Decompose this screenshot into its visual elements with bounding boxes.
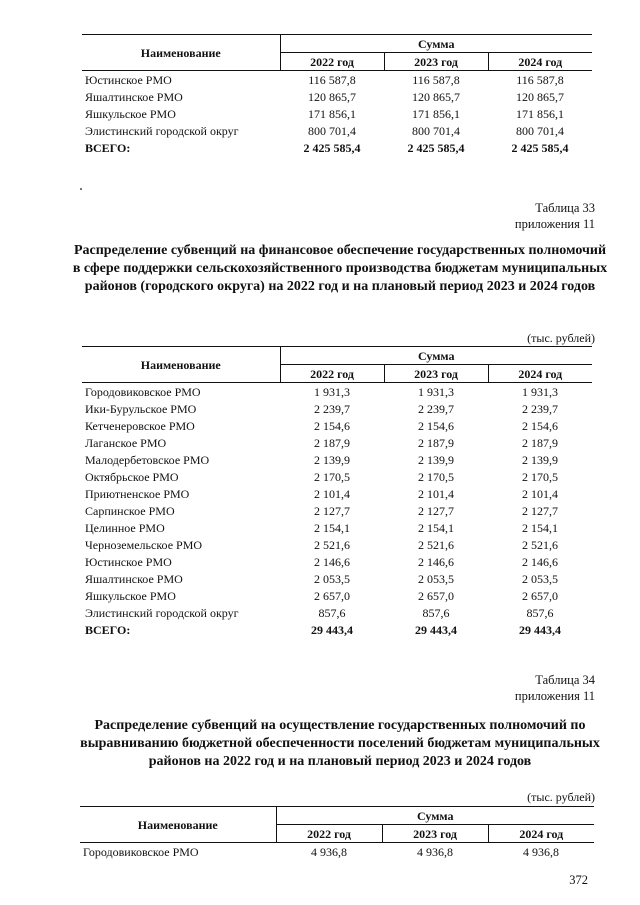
table-34-label <box>515 672 595 704</box>
value-2023: 2 154,6 <box>418 418 454 433</box>
value-2023: 857,6 <box>422 605 450 620</box>
value-2023: 120 865,7 <box>412 89 460 104</box>
table-row <box>82 71 592 89</box>
value-2024: 120 865,7 <box>516 89 564 104</box>
header-year-2023: 2023 год <box>384 53 488 71</box>
value-2024: 2 657,0 <box>522 588 558 603</box>
header-year-2023: 2023 год <box>382 825 488 843</box>
header-year-2024: 2024 год <box>488 825 594 843</box>
value-2024: 29 443,4 <box>519 622 561 637</box>
row-name: Малодербетовское РМО <box>85 452 210 467</box>
table-row <box>82 485 592 502</box>
value-2023: 2 170,5 <box>418 469 454 484</box>
value-2022: 2 521,6 <box>314 537 350 552</box>
header-year-2022: 2022 год <box>280 53 384 71</box>
value-2022: 2 101,4 <box>314 486 350 501</box>
table-row <box>82 468 592 485</box>
total-row <box>82 621 592 638</box>
value-2022: 1 931,3 <box>314 384 350 399</box>
value-2023: 800 701,4 <box>412 123 460 138</box>
value-2022: 120 865,7 <box>308 89 356 104</box>
total-row <box>82 139 592 156</box>
header-year-2022: 2022 год <box>280 365 384 383</box>
table-row <box>82 536 592 553</box>
table-34-title: Распределение субвенций на осуществление государственных полномочий по выравниванию бюджетной обеспеченности поселений бюджетам муниципальных районов на 2022 год и на плановый период 2023 и 2024 годов <box>80 718 600 769</box>
row-name: Яшалтинское РМО <box>85 571 183 586</box>
value-2022: 2 154,6 <box>314 418 350 433</box>
value-2023: 2 101,4 <box>418 486 454 501</box>
value-2023: 2 425 585,4 <box>407 140 465 155</box>
value-2022: 2 170,5 <box>314 469 350 484</box>
table-3 <box>80 806 594 860</box>
row-name: ВСЕГО: <box>85 140 131 155</box>
value-2022: 2 053,5 <box>314 571 350 586</box>
header-sum: Сумма <box>280 347 592 365</box>
row-name: Приютненское РМО <box>85 486 190 501</box>
table-33-units: (тыс. рублей) <box>527 331 595 345</box>
table-34-appendix: приложения 11 <box>514 689 595 703</box>
value-2023: 29 443,4 <box>415 622 457 637</box>
scan-artifact <box>80 188 82 190</box>
value-2023: 116 587,8 <box>412 72 460 87</box>
value-2023: 2 053,5 <box>418 571 454 586</box>
value-2022: 857,6 <box>318 605 346 620</box>
value-2023: 2 127,7 <box>418 503 454 518</box>
row-name: Октябрьское РМО <box>85 469 179 484</box>
table-34-units: (тыс. рублей) <box>527 790 595 804</box>
header-year-2023: 2023 год <box>384 365 488 383</box>
value-2024: 2 154,6 <box>522 418 558 433</box>
row-name: Элистинский городской округ <box>85 123 239 138</box>
row-name: Юстинское РМО <box>85 72 172 87</box>
table-row <box>82 604 592 621</box>
table-row <box>82 587 592 604</box>
value-2024: 2 101,4 <box>522 486 558 501</box>
table-33-number: Таблица 33 <box>535 201 595 215</box>
row-name: Яшкульское РМО <box>85 588 176 603</box>
value-2023: 2 187,9 <box>418 435 454 450</box>
value-2024: 2 053,5 <box>522 571 558 586</box>
value-2024: 4 936,8 <box>523 844 559 859</box>
table-row <box>82 434 592 451</box>
row-name: Черноземельское РМО <box>85 537 203 552</box>
table-row <box>82 519 592 536</box>
row-name: Кетченеровское РМО <box>85 418 195 433</box>
value-2022: 2 127,7 <box>314 503 350 518</box>
value-2023: 171 856,1 <box>412 106 460 121</box>
value-2024: 2 521,6 <box>522 537 558 552</box>
table-33-appendix: приложения 11 <box>514 217 595 231</box>
row-name: Яшалтинское РМО <box>85 89 183 104</box>
row-name: Элистинский городской округ <box>85 605 239 620</box>
table-row <box>80 843 594 861</box>
table-row <box>82 88 592 105</box>
value-2024: 2 139,9 <box>522 452 558 467</box>
table-row <box>82 400 592 417</box>
table-row <box>82 417 592 434</box>
header-year-2022: 2022 год <box>276 825 382 843</box>
table-row <box>82 570 592 587</box>
value-2023: 2 239,7 <box>418 401 454 416</box>
value-2024: 116 587,8 <box>516 72 564 87</box>
value-2022: 2 657,0 <box>314 588 350 603</box>
table-row <box>82 105 592 122</box>
header-name: Наименование <box>82 35 280 71</box>
table-row <box>82 122 592 139</box>
header-sum: Сумма <box>280 35 592 53</box>
value-2024: 800 701,4 <box>516 123 564 138</box>
value-2023: 4 936,8 <box>417 844 453 859</box>
value-2023: 2 521,6 <box>418 537 454 552</box>
value-2024: 857,6 <box>526 605 554 620</box>
row-name: Сарпинское РМО <box>85 503 175 518</box>
header-name: Наименование <box>82 347 280 383</box>
table-row <box>82 502 592 519</box>
table-34-number: Таблица 34 <box>535 673 595 687</box>
table-row <box>82 451 592 468</box>
value-2024: 2 239,7 <box>522 401 558 416</box>
value-2024: 2 127,7 <box>522 503 558 518</box>
table-row <box>82 553 592 570</box>
value-2022: 2 139,9 <box>314 452 350 467</box>
row-name: Городовиковское РМО <box>83 844 199 859</box>
value-2023: 2 139,9 <box>418 452 454 467</box>
table-2 <box>82 346 592 638</box>
value-2022: 171 856,1 <box>308 106 356 121</box>
header-year-2024: 2024 год <box>488 365 592 383</box>
value-2024: 2 170,5 <box>522 469 558 484</box>
value-2024: 2 425 585,4 <box>511 140 569 155</box>
value-2022: 4 936,8 <box>311 844 347 859</box>
row-name: Яшкульское РМО <box>85 106 176 121</box>
value-2022: 2 154,1 <box>314 520 350 535</box>
value-2024: 2 187,9 <box>522 435 558 450</box>
row-name: ВСЕГО: <box>85 622 131 637</box>
header-year-2024: 2024 год <box>488 53 592 71</box>
header-sum: Сумма <box>276 807 594 825</box>
row-name: Юстинское РМО <box>85 554 172 569</box>
table-33-label <box>515 200 595 232</box>
value-2022: 2 187,9 <box>314 435 350 450</box>
value-2022: 2 425 585,4 <box>303 140 361 155</box>
value-2023: 1 931,3 <box>418 384 454 399</box>
value-2023: 2 154,1 <box>418 520 454 535</box>
page-number: 372 <box>569 873 588 887</box>
value-2024: 2 154,1 <box>522 520 558 535</box>
value-2022: 2 239,7 <box>314 401 350 416</box>
table-33-title: Распределение субвенций на финансовое обеспечение государственных полномочий в сфере поддержки сельскохозяйственного производства бюджетам муниципальных районов (городского округа) на 2022 год и на плановый период 2023 и 2024 годов <box>72 243 608 294</box>
value-2023: 2 657,0 <box>418 588 454 603</box>
value-2022: 800 701,4 <box>308 123 356 138</box>
value-2024: 2 146,6 <box>522 554 558 569</box>
value-2022: 2 146,6 <box>314 554 350 569</box>
row-name: Городовиковское РМО <box>85 384 201 399</box>
value-2023: 2 146,6 <box>418 554 454 569</box>
header-name: Наименование <box>80 807 276 843</box>
value-2022: 29 443,4 <box>311 622 353 637</box>
table-row <box>82 383 592 401</box>
table-1 <box>82 34 592 156</box>
row-name: Ики-Бурульское РМО <box>85 401 197 416</box>
row-name: Лаганское РМО <box>85 435 167 450</box>
value-2024: 171 856,1 <box>516 106 564 121</box>
value-2022: 116 587,8 <box>308 72 356 87</box>
value-2024: 1 931,3 <box>522 384 558 399</box>
row-name: Целинное РМО <box>85 520 165 535</box>
